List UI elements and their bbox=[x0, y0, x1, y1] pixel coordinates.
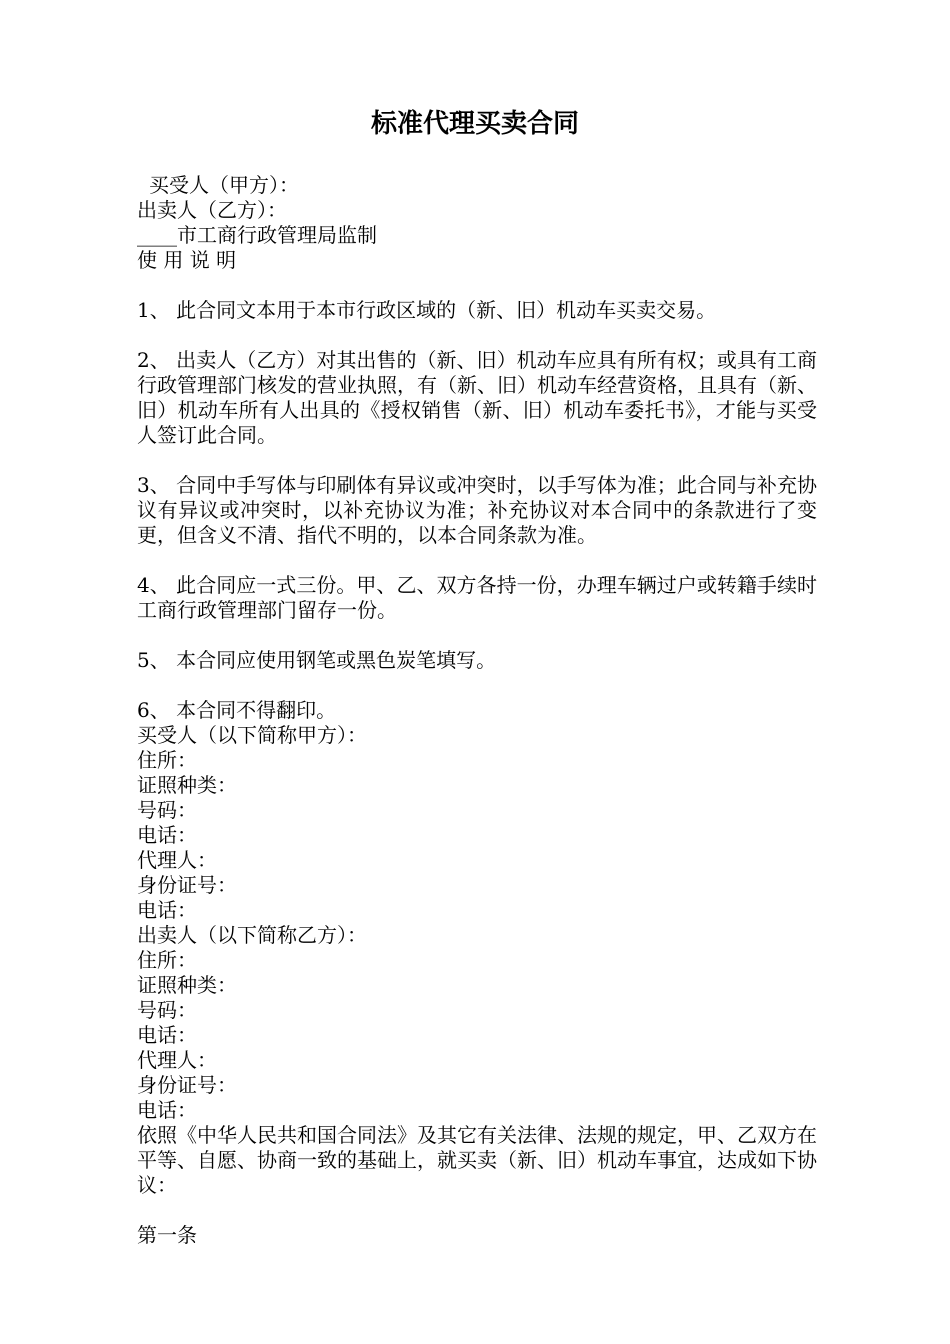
buyer-number-label: 号码： bbox=[137, 798, 197, 822]
document-body bbox=[137, 173, 817, 1248]
instruction-4: 4、 此合同应一式三份。甲、乙、双方各持一份，办理车辆过户或转籍手续时工商行政管理部门留存一份。 bbox=[137, 573, 817, 622]
spacer bbox=[137, 623, 817, 648]
instruction-3: 3、 合同中手写体与印刷体有异议或冲突时，以手写体为准；此合同与补充协议有异议或冲突时，以补充协议为准；补充协议对本合同中的条款进行了变更，但含义不清、指代不明的，以本合同条款为准。 bbox=[137, 473, 817, 547]
seller-block-heading: 出卖人（以下简称乙方）： bbox=[137, 923, 367, 947]
seller-agent-label: 代理人： bbox=[137, 1048, 217, 1072]
article-one-heading: 第一条 bbox=[137, 1223, 197, 1247]
seller-license-type-label: 证照种类： bbox=[137, 973, 237, 997]
instruction-2: 2、 出卖人（乙方）对其出售的（新、旧）机动车应具有所有权；或具有工商行政管理部门核发的营业执照，有（新、旧）机动车经营资格，且具有（新、旧）机动车所有人出具的《授权销售（新、旧）机动车委托书》，才能与买受人签订此合同。 bbox=[137, 348, 817, 447]
instruction-1: 1、 此合同文本用于本市行政区域的（新、旧）机动车买卖交易。 bbox=[137, 298, 717, 322]
buyer-agent-label: 代理人： bbox=[137, 848, 217, 872]
spacer bbox=[137, 448, 817, 473]
instructions-heading: 使 用 说 明 bbox=[137, 248, 237, 272]
seller-number-label: 号码： bbox=[137, 998, 197, 1022]
buyer-phone-label: 电话： bbox=[137, 823, 197, 847]
buyer-license-type-label: 证照种类： bbox=[137, 773, 237, 797]
buyer-address-label: 住所： bbox=[137, 748, 197, 772]
document-title: 标准代理买卖合同 bbox=[370, 109, 579, 139]
spacer bbox=[137, 323, 817, 348]
instruction-6: 6、 本合同不得翻印。 bbox=[137, 698, 337, 722]
buyer-id-number-label: 身份证号： bbox=[137, 873, 237, 897]
seller-id-number-label: 身份证号： bbox=[137, 1073, 237, 1097]
contract-preamble: 依照《中华人民共和国合同法》及其它有关法律、法规的规定，甲、乙双方在平等、自愿、协商一致的基础上，就买卖（新、旧）机动车事宜，达成如下协议： bbox=[137, 1123, 817, 1197]
seller-party-line: 出卖人（乙方）： bbox=[137, 198, 287, 222]
buyer-agent-phone-label: 电话： bbox=[137, 898, 197, 922]
spacer bbox=[137, 273, 817, 298]
supervisor-line: ____市工商行政管理局监制 bbox=[137, 223, 377, 247]
buyer-block-heading: 买受人（以下简称甲方）： bbox=[137, 723, 367, 747]
seller-phone-label: 电话： bbox=[137, 1023, 197, 1047]
spacer bbox=[137, 673, 817, 698]
seller-address-label: 住所： bbox=[137, 948, 197, 972]
spacer bbox=[137, 1198, 817, 1223]
seller-agent-phone-label: 电话： bbox=[137, 1098, 197, 1122]
spacer bbox=[137, 548, 817, 573]
buyer-party-line: 买受人（甲方）： bbox=[149, 173, 299, 197]
instruction-5: 5、 本合同应使用钢笔或黑色炭笔填写。 bbox=[137, 648, 497, 672]
